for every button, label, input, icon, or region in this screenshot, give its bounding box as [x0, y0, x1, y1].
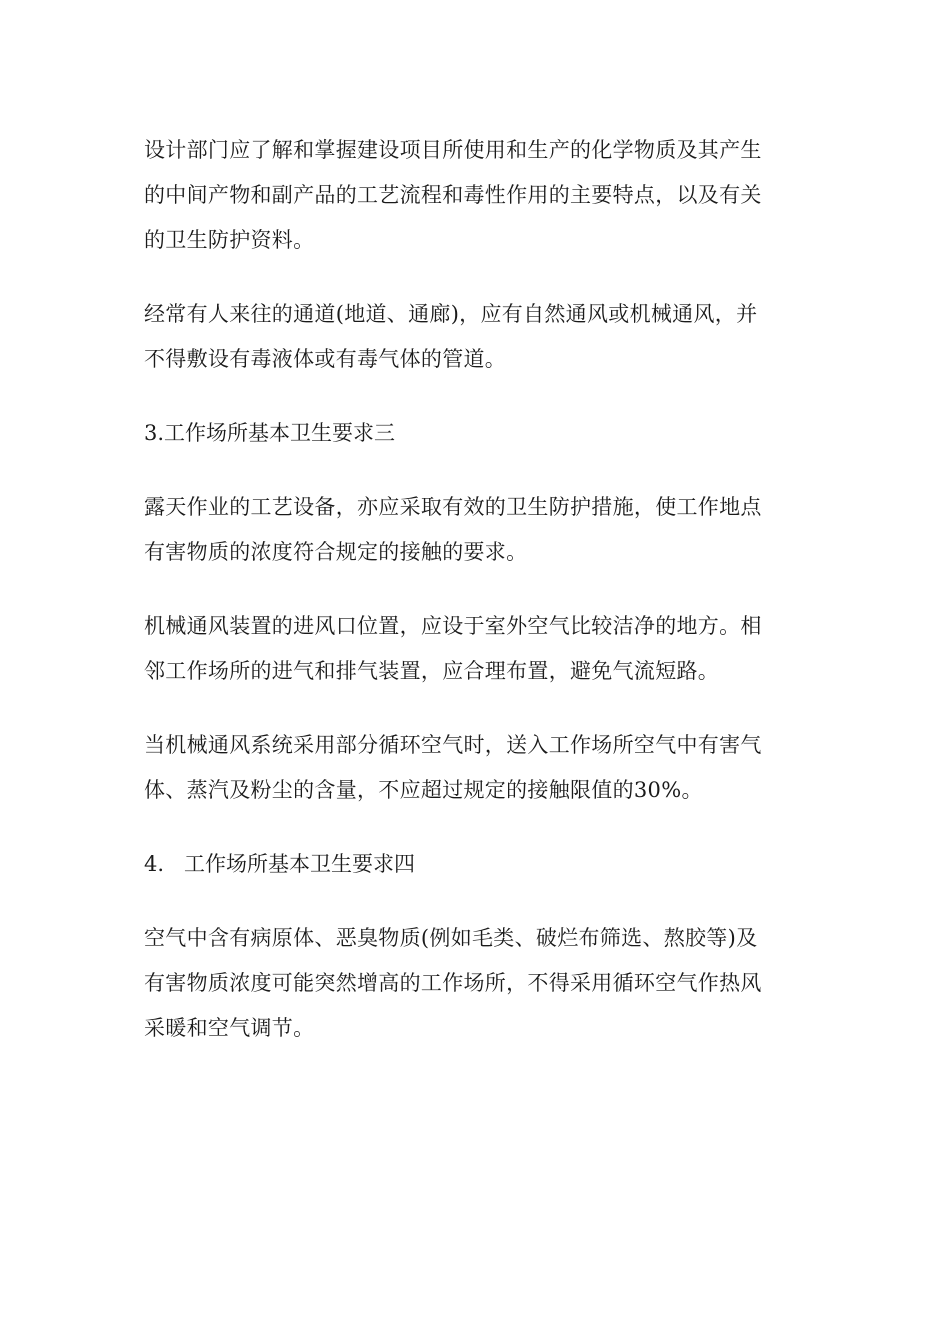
paragraph-outdoor-equipment [144, 485, 800, 575]
paragraph-line: 不得敷设有毒液体或有毒气体的管道。 [144, 347, 507, 371]
paragraph-line: 空气中含有病原体、恶臭物质(例如毛类、破烂布筛选、熬胶等)及 [144, 926, 758, 950]
paragraph-line: 邻工作场所的进气和排气装置，应合理布置，避免气流短路。 [144, 659, 720, 683]
paragraph-line: 露天作业的工艺设备，亦应采取有效的卫生防护措施，使工作地点 [144, 495, 762, 519]
paragraph-line: 设计部门应了解和掌握建设项目所使用和生产的化学物质及其产生 [144, 138, 762, 162]
paragraph-recirculation [144, 723, 800, 813]
section-heading-3: 3.工作场所基本卫生要求三 [144, 421, 396, 445]
paragraph-line: 当机械通风系统采用部分循环空气时，送入工作场所空气中有害气 [144, 733, 762, 757]
paragraph-line: 的中间产物和副产品的工艺流程和毒性作用的主要特点，以及有关 [144, 183, 762, 207]
paragraph-line: 的卫生防护资料。 [144, 228, 315, 252]
paragraph-line: 经常有人来往的通道(地道、通廊)，应有自然通风或机械通风，并 [144, 302, 758, 326]
paragraph-line: 有害物质的浓度符合规定的接触的要求。 [144, 540, 528, 564]
section-heading-4: 4. 工作场所基本卫生要求四 [144, 852, 416, 876]
paragraph-line: 体、蒸汽及粉尘的含量，不应超过规定的接触限值的30%。 [144, 778, 703, 802]
paragraph-pathogens [144, 916, 800, 1051]
paragraph-passageway [144, 292, 800, 382]
paragraph-line: 机械通风装置的进风口位置，应设于室外空气比较洁净的地方。相 [144, 614, 762, 638]
paragraph-line: 有害物质浓度可能突然增高的工作场所，不得采用循环空气作热风 [144, 971, 762, 995]
paragraph-air-intake [144, 604, 800, 694]
paragraph-design-department [144, 128, 800, 263]
paragraph-line: 采暖和空气调节。 [144, 1016, 315, 1040]
document-body [144, 128, 800, 1080]
